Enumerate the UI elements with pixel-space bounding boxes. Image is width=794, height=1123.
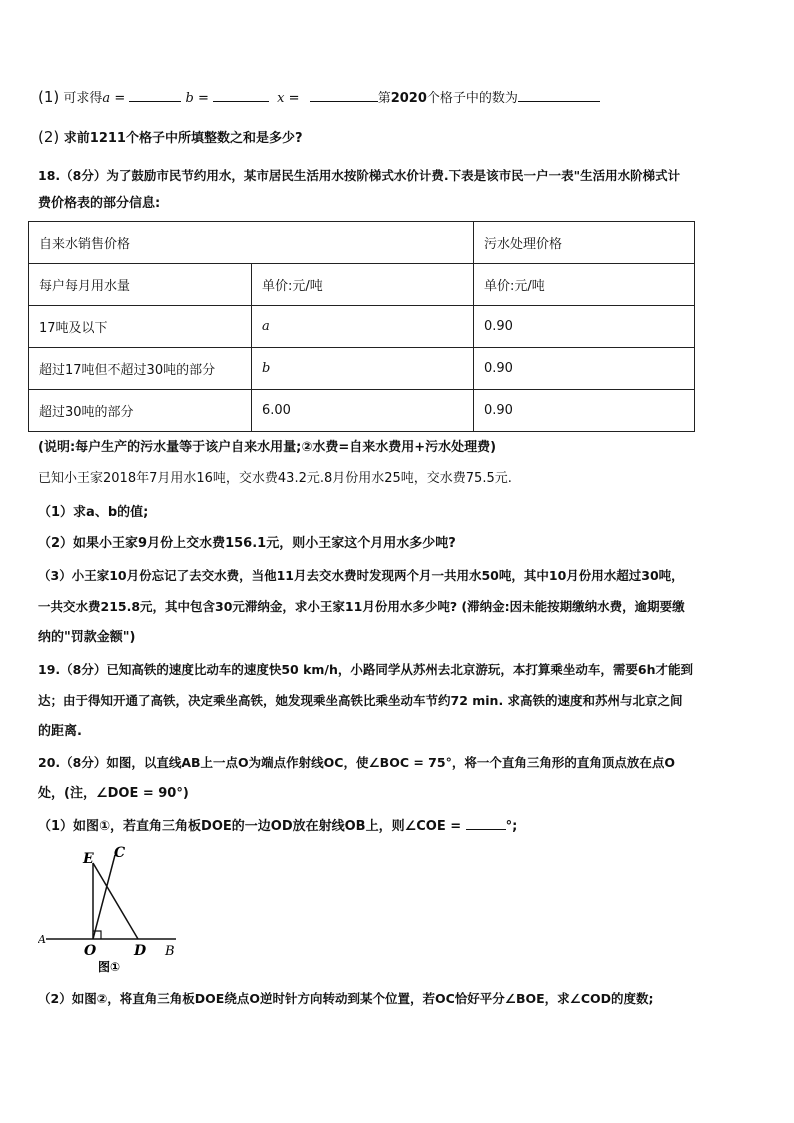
q17-year: 2020: [390, 91, 427, 106]
label-c: C: [114, 845, 126, 861]
q17-part1-num: (1): [38, 88, 60, 106]
blank-coe[interactable]: [466, 816, 506, 830]
equals: =: [197, 91, 209, 106]
table-cell: 单价:元/吨: [252, 264, 474, 306]
q20-l1: 20.（8分）如图，以直线AB上一点O为端点作射线OC，使∠BOC = 75°，将一个直角三角形的直角顶点放在点O: [38, 755, 675, 770]
q20-sub2: （2）如图②，将直角三角板DOE绕点O逆时针方向转动到某个位置，若OC恰好平分∠BOE，求∠COD的度数;: [38, 991, 654, 1006]
q18-note: (说明:每户生产的污水量等于该户自来水用量;②水费=自来水费用+污水处理费): [38, 440, 497, 455]
blank-a[interactable]: [129, 88, 181, 102]
q19-l1: 19.（8分）已知高铁的速度比动车的速度快50 km/h，小路同学从苏州去北京游玩，本打算乘坐动车，需要6h才能到: [38, 662, 693, 677]
table-cell: 超过17吨但不超过30吨的部分: [29, 348, 252, 390]
q17-part1: [38, 88, 600, 108]
q20-l2: 处，(注，∠DOE = 90°): [38, 786, 189, 801]
equals: =: [288, 91, 300, 106]
table-cell: 17吨及以下: [29, 306, 252, 348]
label-a: A: [38, 933, 46, 946]
segment-ed: [93, 863, 138, 939]
q19-l3: 的距离.: [38, 724, 82, 739]
q18-sub3-l2: 一共交水费215.8元，其中包含30元滞纳金，求小王家11月份用水多少吨? (滞纳金:因未能按期缴纳水费，逾期要缴: [38, 599, 685, 614]
blank-b[interactable]: [213, 88, 269, 102]
q17-part1-text2: 第: [377, 91, 391, 106]
table-cell: 6.00: [252, 390, 474, 432]
table-cell: 0.90: [474, 348, 695, 390]
q17-part2-num: (2): [38, 128, 60, 146]
q19-l2: 达；由于得知开通了高铁，决定乘坐高铁，她发现乘坐高铁比乘坐动车节约72 min. 求高铁的速度和苏州与北京之间: [38, 693, 683, 708]
q17-part2-text: 求前1211个格子中所填整数之和是多少?: [63, 131, 303, 146]
table-header-tap-water: 自来水销售价格: [29, 222, 474, 264]
q20-sub1-text: （1）如图①，若直角三角板DOE的一边OD放在射线OB上，则∠COE =: [38, 819, 462, 834]
q18-sub3-l1: （3）小王家10月份忘记了去交水费，当他11月去交水费时发现两个月一共用水50吨，其中10月份用水超过30吨，: [38, 568, 684, 583]
table-row: [29, 222, 695, 264]
var-x: x: [277, 91, 285, 106]
water-price-table: [28, 221, 695, 432]
figure-1: [38, 845, 188, 975]
table-cell: 0.90: [474, 306, 695, 348]
table-cell: 单价:元/吨: [474, 264, 695, 306]
label-o: O: [84, 943, 97, 959]
equals: =: [114, 91, 126, 106]
blank-x[interactable]: [310, 88, 378, 102]
table-cell: 每户每月用水量: [29, 264, 252, 306]
label-d: D: [134, 943, 147, 959]
q17-part1-text3: 个格子中的数为: [426, 91, 518, 106]
q18-sub3-l3: 纳的"罚款金额"): [38, 630, 136, 645]
table-header-sewage: 污水处理价格: [474, 222, 695, 264]
q18-given: 已知小王家2018年7月用水16吨，交水费43.2元.8月份用水25吨，交水费75.5元.: [38, 471, 512, 486]
table-cell: b: [252, 348, 474, 390]
blank-2020[interactable]: [518, 88, 600, 102]
q18-sub2: （2）如果小王家9月份上交水费156.1元，则小王家这个月用水多少吨?: [38, 536, 456, 551]
var-b: b: [185, 91, 194, 106]
q20-sub1-deg: °;: [505, 819, 518, 834]
var-a: a: [102, 91, 111, 106]
table-cell: 0.90: [474, 390, 695, 432]
table-cell: a: [252, 306, 474, 348]
table-row: [29, 264, 695, 306]
label-e: E: [83, 851, 94, 867]
table-row: [29, 306, 695, 348]
table-row: [29, 390, 695, 432]
table-row: [29, 348, 695, 390]
q17-part1-text: 可求得: [63, 91, 103, 106]
q17-part2: [38, 128, 303, 148]
q18-sub1: （1）求a、b的值;: [38, 505, 149, 520]
q18-header: 18.（8分）为了鼓励市民节约用水，某市居民生活用水按阶梯式水价计费.下表是该市民一户一表"生活用水阶梯式计: [38, 168, 681, 183]
q18-header-cont: 费价格表的部分信息:: [38, 196, 161, 211]
q20-sub1: [38, 816, 517, 836]
table-cell: 超过30吨的部分: [29, 390, 252, 432]
figure-caption: 图①: [98, 960, 121, 974]
label-b: B: [165, 944, 175, 959]
